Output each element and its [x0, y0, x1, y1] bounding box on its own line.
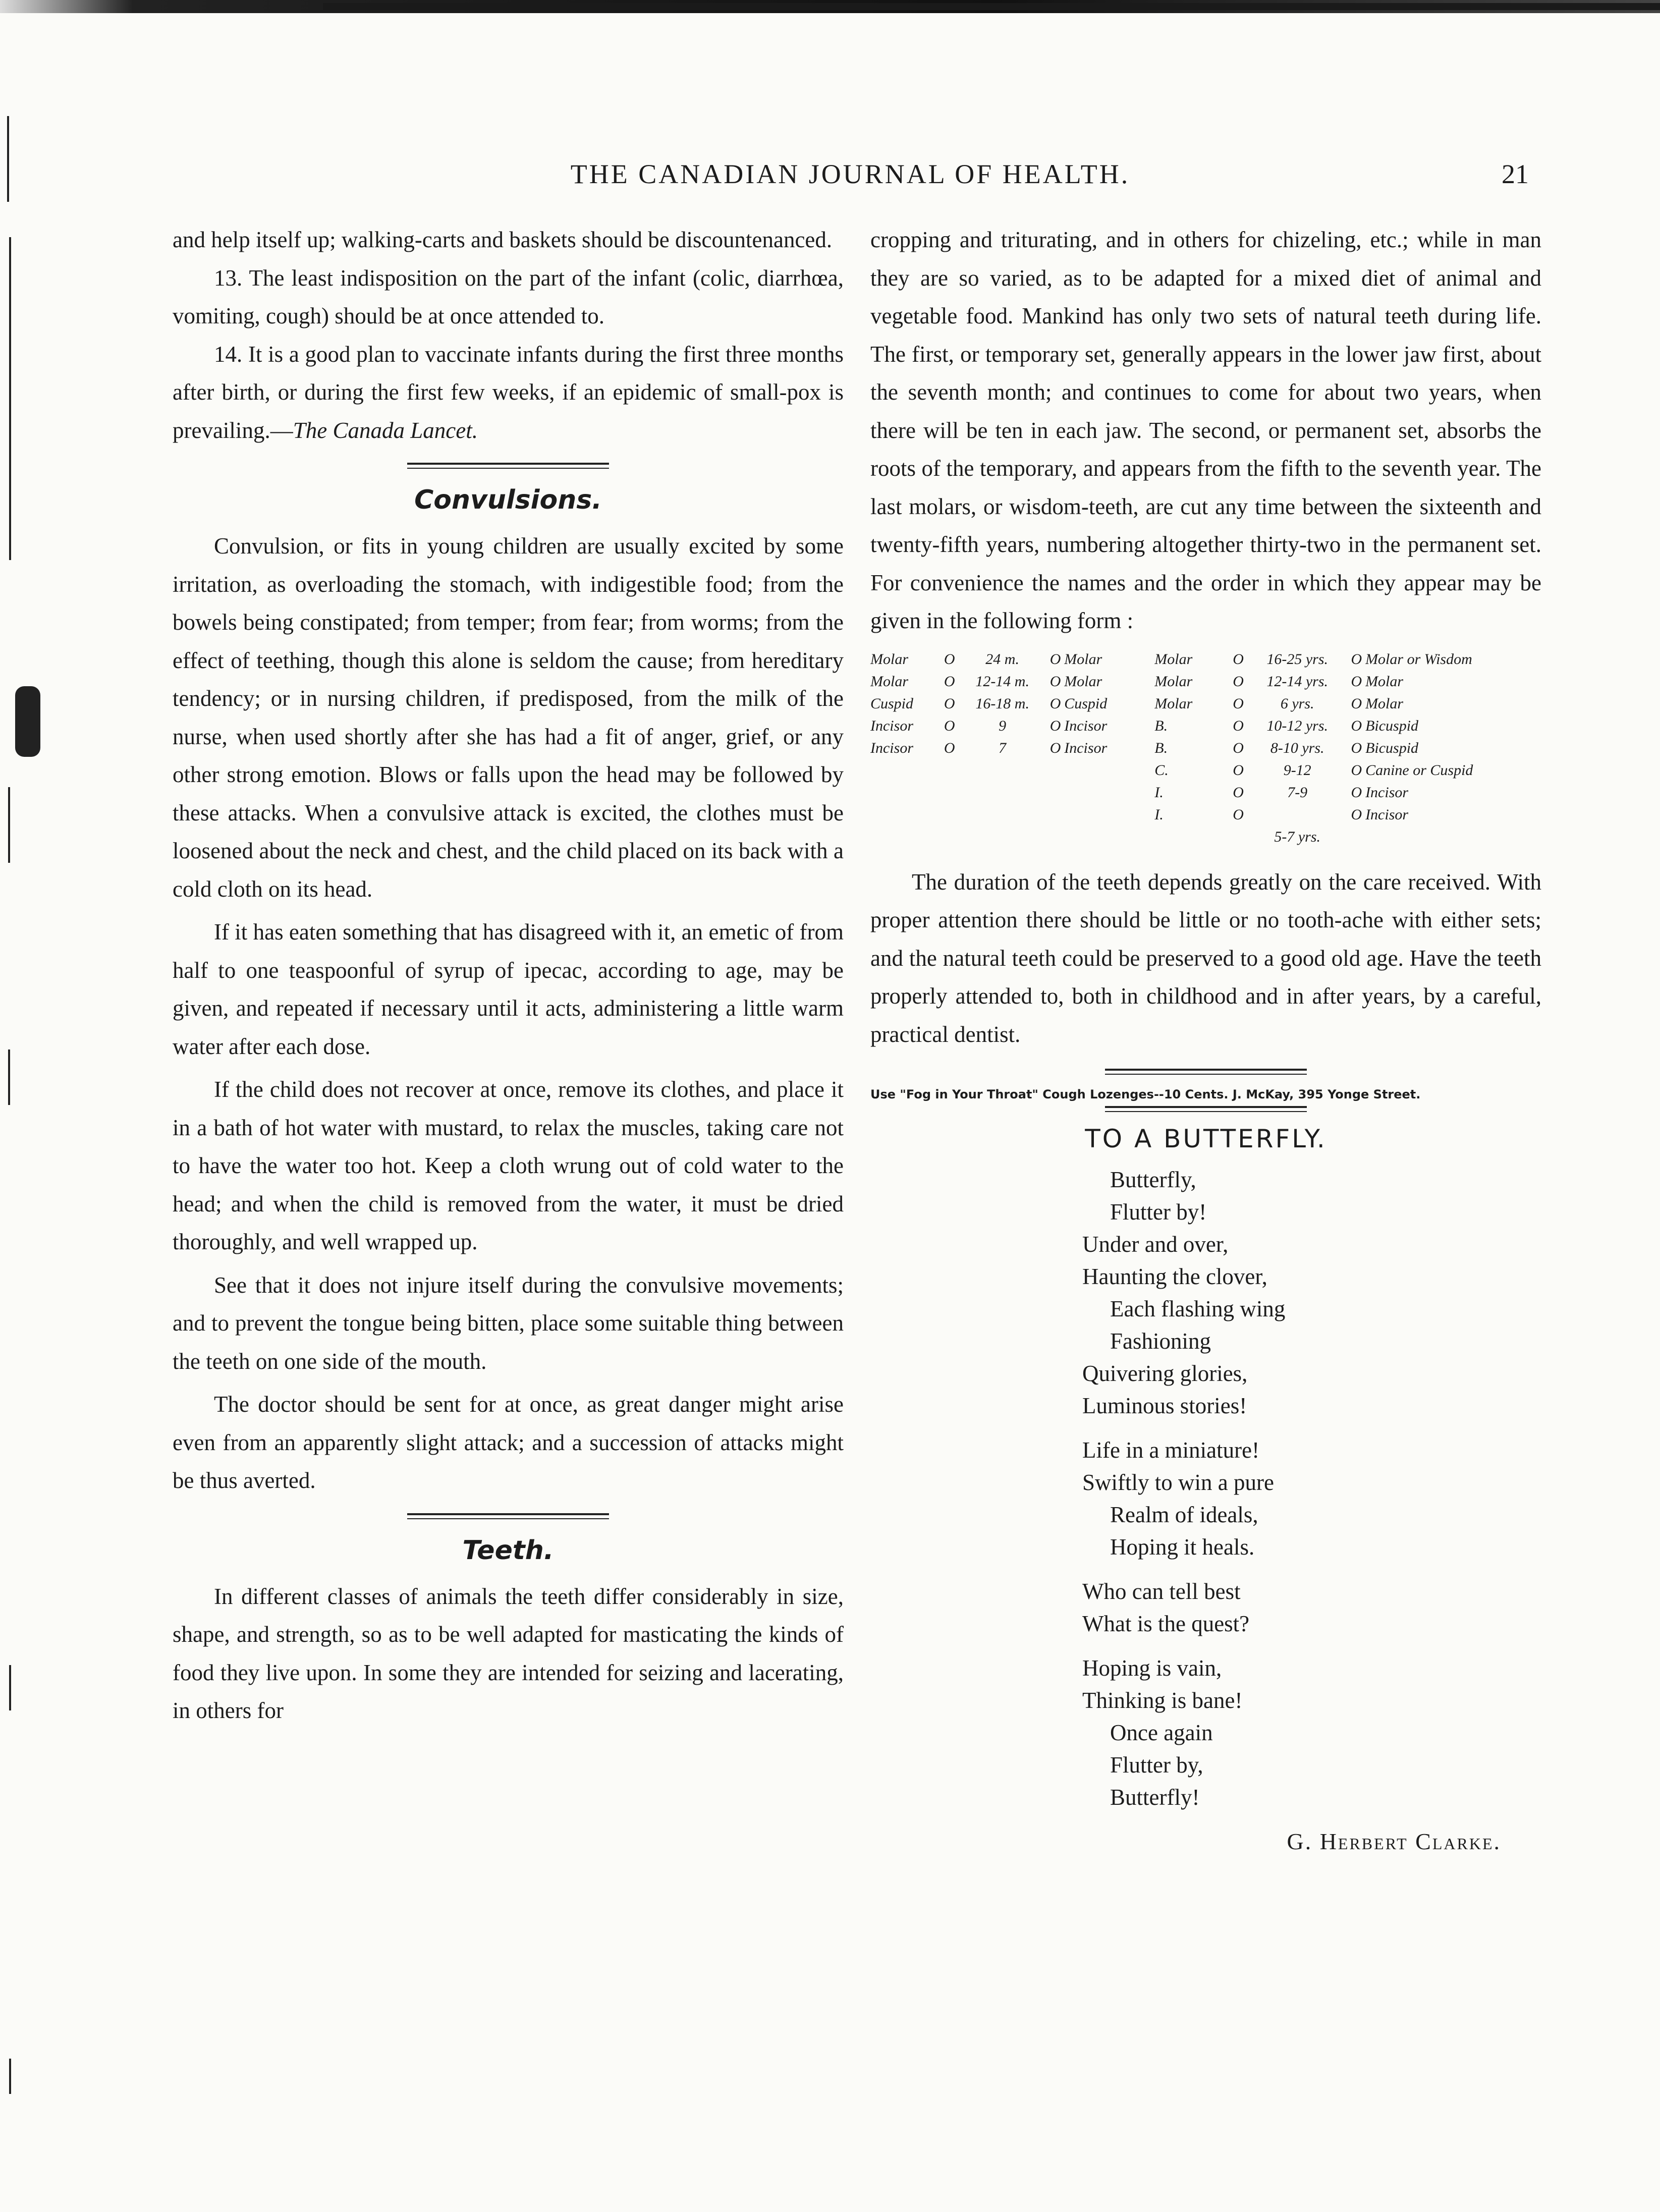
table-cell: Incisor — [870, 739, 913, 756]
table-cell — [958, 759, 1046, 782]
table-cell: Molar or Wisdom — [1365, 650, 1472, 668]
table-cell: O — [1351, 784, 1362, 801]
table-cell: Molar — [1154, 695, 1193, 712]
teeth-table — [870, 648, 1541, 848]
table-cell: 16-25 yrs. — [1266, 650, 1329, 668]
table-cell — [940, 826, 958, 848]
table-cell — [1229, 826, 1247, 848]
section-divider — [407, 463, 609, 469]
poem-line: Hoping it heals. — [1110, 1534, 1255, 1560]
table-cell: Molar — [1064, 673, 1102, 690]
table-cell — [870, 782, 940, 804]
table-cell: Bicuspid — [1365, 739, 1419, 756]
table-cell: Bicuspid — [1365, 717, 1419, 734]
right-column — [870, 221, 1541, 1858]
table-cell: Molar — [870, 673, 908, 690]
table-cell: 6 yrs. — [1280, 695, 1314, 712]
table-cell: O — [1049, 739, 1061, 756]
table-cell: Canine or Cuspid — [1365, 761, 1473, 779]
table-cell: 7 — [999, 739, 1007, 756]
poem-line: Butterfly! — [1110, 1785, 1200, 1810]
margin-mark — [7, 116, 9, 202]
table-cell: I. — [1154, 806, 1164, 823]
table-cell: O — [1233, 739, 1244, 756]
poem-line: Once again — [1110, 1720, 1213, 1745]
table-cell: O — [1351, 673, 1362, 690]
poem-line: Butterfly, — [1110, 1167, 1196, 1192]
table-cell: I. — [1154, 784, 1164, 801]
table-cell: 24 m. — [985, 650, 1019, 668]
table-cell: Molar — [1154, 673, 1193, 690]
table-cell — [1064, 826, 1134, 848]
poem-line: Swiftly to win a pure — [1082, 1470, 1274, 1495]
poem-stanza — [1082, 1164, 1541, 1422]
table-cell: Incisor — [1064, 717, 1108, 734]
poem-title: TO A BUTTERFLY. — [1085, 1124, 1327, 1153]
margin-mark — [8, 787, 10, 863]
table-cell: C. — [1154, 761, 1169, 779]
table-cell — [1348, 826, 1365, 848]
table-cell — [1134, 826, 1229, 848]
poem-line: Fashioning — [1110, 1329, 1211, 1354]
table-row — [870, 671, 1541, 693]
table-cell: O — [1351, 761, 1362, 779]
table-cell: Molar — [1154, 650, 1193, 668]
table-cell: Cuspid — [1064, 695, 1108, 712]
table-cell: O — [1049, 650, 1061, 668]
table-cell: Incisor — [870, 717, 913, 734]
table-cell: O — [1351, 717, 1362, 734]
section-divider — [1105, 1069, 1307, 1075]
table-cell — [940, 804, 958, 826]
table-row — [870, 782, 1541, 804]
paragraph: Convulsion, or fits in young children are usually excited by some irritation, as overloading the stomach, with indigestible food; from the bowels being constipated; from temper; from fear; from worms; from the effect of teething, though this alone is seldom the cause; from hereditary tendency; or in nursing children, if predisposed, from the milk of the nurse, when used shortly after she has had a fit of anger, grief, or any other strong emotion. Blows or falls upon the head may be followed by these attacks. When a convulsive attack is excited, the clothes must be loosened about the neck and chest, and the child placed on its back with a cold cloth on its head. — [173, 533, 844, 902]
table-cell: O — [1233, 784, 1244, 801]
paragraph — [173, 336, 844, 450]
poem-line: Under and over, — [1082, 1232, 1229, 1257]
poem-line: What is the quest? — [1082, 1611, 1250, 1636]
poem-stanza — [1082, 1434, 1541, 1563]
source-citation: The Canada Lancet. — [293, 417, 478, 443]
table-cell: O — [1351, 806, 1362, 823]
paragraph: cropping and triturating, and in others for chizeling, etc.; while in man they are so varied, as to be adapted for a mixed diet of animal and vegetable food. Mankind has only two sets of natural teeth during life. The first, or temporary set, generally appears in the lower jaw first, about the seventh month; and continues to come for about two years, when there will be ten in each jaw. The second, or permanent set, absorbs the roots of the temporary, and appears from the fifth to the seventh year. The last molars, or wisdom-teeth, are cut any time between the sixteenth and twenty-fifth years, numbering altogether thirty-two in the permanent set. For convenience the names and the order in which they appear may be given in the following form : — [870, 227, 1541, 633]
table-cell — [1064, 804, 1134, 826]
poem-stanza — [1082, 1575, 1541, 1640]
paragraph: and help itself up; walking-carts and baskets should be discountenanced. — [173, 227, 833, 252]
poem-author: G. Herbert Clarke. — [1287, 1829, 1501, 1854]
table-cell: B. — [1154, 739, 1168, 756]
table-cell: Incisor — [1064, 739, 1108, 756]
poem-line: Thinking is bane! — [1082, 1688, 1243, 1713]
margin-mark — [9, 1665, 11, 1710]
table-cell: O — [1351, 739, 1362, 756]
table-cell: 12-14 yrs. — [1266, 673, 1329, 690]
table-cell — [1046, 782, 1064, 804]
table-cell: O — [1233, 650, 1244, 668]
table-cell: O — [944, 739, 955, 756]
table-cell — [870, 759, 940, 782]
table-row — [870, 804, 1541, 826]
table-cell — [1046, 759, 1064, 782]
table-cell: Molar — [1365, 673, 1404, 690]
poem-line: Flutter by! — [1110, 1199, 1207, 1225]
table-cell — [1064, 759, 1134, 782]
section-divider — [1105, 1106, 1307, 1112]
poem-line: Who can tell best — [1082, 1579, 1241, 1604]
table-cell: O — [1049, 673, 1061, 690]
table-cell: O — [1233, 717, 1244, 734]
paragraph-text: 14. It is a good plan to vaccinate infants during the first three months after birth, or during the first few weeks, if an epidemic of small-pox is prevailing.— — [173, 341, 844, 443]
table-cell: O — [944, 695, 955, 712]
table-cell — [1046, 826, 1064, 848]
poem-line: Realm of ideals, — [1110, 1502, 1258, 1527]
table-cell: O — [944, 650, 955, 668]
poem-line: Life in a miniature! — [1082, 1437, 1260, 1463]
table-cell: 12-14 m. — [975, 673, 1029, 690]
table-cell: B. — [1154, 717, 1168, 734]
table-cell: Cuspid — [870, 695, 914, 712]
table-cell — [1046, 804, 1064, 826]
poem-stanza — [1082, 1652, 1541, 1813]
table-cell: O — [1233, 761, 1244, 779]
paragraph: If the child does not recover at once, remove its clothes, and place it in a bath of hot water with mustard, to relax the muscles, taking care not to have the water too hot. Keep a cloth wrung out of cold water to the head; and when the child is removed from the water, it must be dried thoroughly, and well wrapped up. — [173, 1077, 844, 1254]
table-cell: Incisor — [1365, 806, 1409, 823]
table-row — [870, 693, 1541, 715]
table-cell: Molar — [1064, 650, 1102, 668]
table-cell: 8-10 yrs. — [1270, 739, 1324, 756]
page-number: 21 — [1502, 159, 1529, 189]
section-divider — [407, 1513, 609, 1519]
poem-line: Each flashing wing — [1110, 1296, 1286, 1321]
poem-line: Quivering glories, — [1082, 1361, 1248, 1386]
paragraph: 13. The least indisposition on the part of the infant (colic, diarrhœa, vomiting, cough) should be at once attended to. — [173, 265, 844, 328]
paragraph: If it has eaten something that has disagreed with it, an emetic of from half to one teaspoonful of syrup of ipecac, according to age, may be given, and repeated if necessary until it acts, administering a little warm water after each dose. — [173, 919, 844, 1059]
margin-mark — [15, 686, 40, 757]
margin-mark — [8, 1049, 10, 1105]
table-cell: O — [1351, 650, 1362, 668]
poem-line: Hoping is vain, — [1082, 1655, 1222, 1681]
table-cell: O — [1233, 695, 1244, 712]
advertisement: Use "Fog in Your Throat" Cough Lozenges--10 Cents. J. McKay, 395 Yonge Street. — [870, 1087, 1421, 1101]
section-heading-convulsions: Convulsions. — [414, 485, 602, 515]
paragraph: See that it does not injure itself during the convulsive movements; and to prevent the tongue being bitten, place some suitable thing between the teeth on one side of the mouth. — [173, 1272, 844, 1374]
table-row — [870, 648, 1541, 671]
table-cell — [958, 804, 1046, 826]
table-cell — [870, 804, 940, 826]
table-row — [870, 715, 1541, 737]
table-cell: 9 — [999, 717, 1007, 734]
table-cell: 7-9 — [1287, 784, 1308, 801]
section-heading-teeth: Teeth. — [462, 1535, 554, 1566]
paragraph: In different classes of animals the teeth differ considerably in size, shape, and strength, so as to be well adapted for masticating the kinds of food they live upon. In some they are intended for seizing and lacerating, in others for — [173, 1583, 844, 1723]
paragraph: The doctor should be sent for at once, as great danger might arise even from an apparently slight attack; and a succession of attacks might be thus averted. — [173, 1392, 844, 1493]
table-cell: O — [1233, 806, 1244, 823]
table-cell: 9-12 — [1283, 761, 1311, 779]
table-cell — [958, 782, 1046, 804]
poem-line: Luminous stories! — [1082, 1393, 1247, 1418]
table-cell: O — [1351, 695, 1362, 712]
table-cell — [1064, 782, 1134, 804]
poem-line: Flutter by, — [1110, 1752, 1203, 1778]
table-cell — [940, 782, 958, 804]
table-cell — [940, 759, 958, 782]
paragraph: The duration of the teeth depends greatly on the care received. With proper attention there should be little or no tooth-ache with either sets; and the natural teeth could be preserved to a good old age. Have the teeth properly attended to, both in childhood and in after years, by a careful, practical dentist. — [870, 869, 1541, 1047]
table-cell: 10-12 yrs. — [1266, 717, 1329, 734]
table-cell: O — [944, 673, 955, 690]
margin-mark — [9, 237, 11, 560]
table-cell: O — [1049, 695, 1061, 712]
table-row — [870, 737, 1541, 759]
table-cell: Incisor — [1365, 784, 1409, 801]
poem-line: Haunting the clover, — [1082, 1264, 1267, 1289]
left-column — [173, 221, 844, 1730]
top-rule — [323, 3, 1660, 10]
table-cell — [958, 826, 1046, 848]
table-cell: 16-18 m. — [975, 695, 1029, 712]
table-row — [870, 826, 1541, 848]
table-cell — [1365, 826, 1541, 848]
table-cell: Molar — [1365, 695, 1404, 712]
table-row — [870, 759, 1541, 782]
table-cell: O — [944, 717, 955, 734]
table-cell — [1247, 804, 1348, 826]
poem — [1082, 1164, 1541, 1813]
table-cell — [870, 826, 940, 848]
table-cell: O — [1233, 673, 1244, 690]
table-cell: Molar — [870, 650, 908, 668]
table-cell: O — [1049, 717, 1061, 734]
page-header — [172, 158, 1529, 199]
running-title: THE CANADIAN JOURNAL OF HEALTH. — [570, 159, 1130, 189]
margin-mark — [9, 2059, 11, 2094]
table-cell: 5-7 yrs. — [1274, 828, 1321, 845]
